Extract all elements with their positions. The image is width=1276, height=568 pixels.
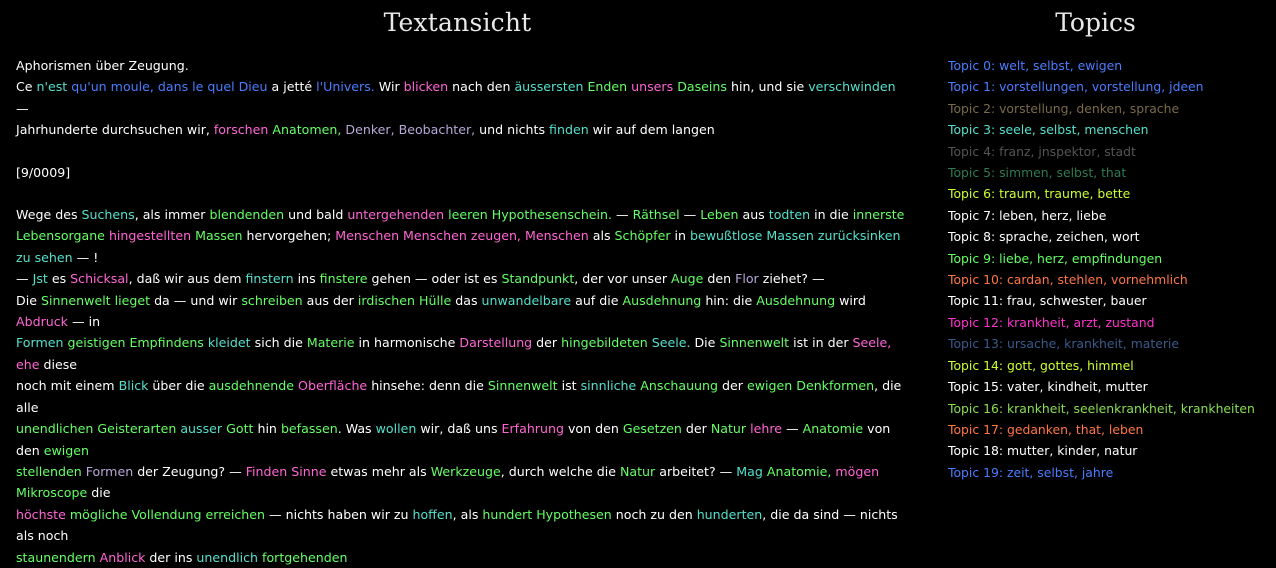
topic-item-15[interactable]: Topic 15: vater, kindheit, mutter xyxy=(948,379,1148,395)
text-content xyxy=(16,55,906,568)
topic-item-13[interactable]: Topic 13: ursache, krankheit, materie xyxy=(948,336,1179,352)
text-token[interactable]: — xyxy=(16,271,33,287)
text-token[interactable]: Oberfläche xyxy=(298,378,368,394)
text-token[interactable]: Räthsel xyxy=(632,207,680,223)
text-token[interactable]: — nichts haben wir zu xyxy=(265,506,413,522)
text-paragraph xyxy=(16,290,906,333)
text-panel-title: Textansicht xyxy=(383,8,532,37)
text-token[interactable]: untergehenden xyxy=(347,207,445,223)
text-token[interactable]: Flor xyxy=(735,271,759,287)
text-token[interactable]: der Zeugung? — xyxy=(133,463,246,479)
text-token[interactable]: Massen xyxy=(195,228,243,244)
text-token[interactable]: Anatomie, xyxy=(766,463,832,479)
text-token[interactable]: Enden xyxy=(587,79,628,95)
text-token[interactable]: forschen xyxy=(213,122,269,138)
text-token[interactable]: unendlich xyxy=(196,549,258,565)
text-token[interactable]: Daseins xyxy=(677,79,727,95)
text-token[interactable]: in xyxy=(670,228,691,244)
topic-item-1[interactable]: Topic 1: vorstellungen, vorstellung, jdeen xyxy=(948,79,1204,95)
topic-item-8[interactable]: Topic 8: sprache, zeichen, wort xyxy=(948,229,1140,245)
text-token[interactable]: aus xyxy=(738,207,769,223)
text-token[interactable]: hinsehe: denn die xyxy=(367,378,488,394)
text-token[interactable]: wir auf dem langen xyxy=(588,122,715,138)
topic-item-6[interactable]: Topic 6: traum, traume, bette xyxy=(948,186,1131,202)
text-token[interactable]: , als xyxy=(452,506,483,522)
text-token[interactable]: Erfahrung xyxy=(501,421,564,437)
text-token[interactable]: über die xyxy=(148,378,209,394)
text-token[interactable]: Finden Sinne xyxy=(245,463,327,479)
text-token[interactable]: hin xyxy=(253,421,281,437)
text-token[interactable]: Menschen xyxy=(524,228,589,244)
text-token[interactable]: ist in der xyxy=(789,335,853,351)
text-token[interactable]: hundert Hypothesen xyxy=(482,506,612,522)
text-token[interactable]: ewigen Denkformen xyxy=(746,378,875,394)
topic-item-9[interactable]: Topic 9: liebe, herz, empfindungen xyxy=(948,250,1163,266)
text-token[interactable]: . Was xyxy=(337,421,376,437)
text-token[interactable]: Jahrhunderte durchsuchen wir, xyxy=(16,122,214,138)
text-token[interactable]: Auge xyxy=(671,271,704,287)
topics-list xyxy=(915,55,1276,483)
text-token[interactable]: wir, daß uns xyxy=(416,421,502,437)
text-token[interactable]: Gott xyxy=(226,421,254,437)
text-token[interactable]: Ausdehnung xyxy=(756,292,836,308)
text-token[interactable]: Sinnenwelt xyxy=(487,378,558,394)
text-token[interactable]: Wir xyxy=(374,79,404,95)
topic-item-10[interactable]: Topic 10: cardan, stehlen, vornehmlich xyxy=(948,272,1188,288)
text-token[interactable]: auf die xyxy=(571,292,623,308)
text-paragraph xyxy=(16,162,906,183)
text-token[interactable]: wollen xyxy=(375,421,417,437)
text-paragraph xyxy=(16,418,906,461)
text-token[interactable]: ziehet? — xyxy=(758,271,825,287)
text-token[interactable]: Formen xyxy=(16,335,64,351)
text-token[interactable]: unsers xyxy=(631,79,674,95)
text-token[interactable]: von den xyxy=(563,421,623,437)
text-token[interactable]: höchste xyxy=(16,506,66,522)
text-token[interactable]: Seele. xyxy=(651,335,691,351)
text-token[interactable]: hunderten xyxy=(696,506,763,522)
text-token[interactable]: der xyxy=(718,378,747,394)
topic-item-19[interactable]: Topic 19: zeit, selbst, jahre xyxy=(948,464,1114,480)
text-token[interactable]: noch zu den xyxy=(611,506,697,522)
text-token[interactable]: Anatomen, xyxy=(272,122,342,138)
text-token[interactable]: Jst xyxy=(32,271,48,287)
topics-panel-title: Topics xyxy=(1055,8,1136,37)
text-token[interactable]: etwas mehr als xyxy=(326,463,431,479)
text-token[interactable]: wird xyxy=(835,292,870,308)
text-token[interactable]: sinnliche xyxy=(580,378,637,394)
text-token[interactable]: — xyxy=(782,421,803,437)
text-token[interactable]: mögen xyxy=(835,463,880,479)
text-token[interactable]: finstern xyxy=(245,271,294,287)
text-token[interactable]: — xyxy=(16,79,900,116)
text-token[interactable]: diese xyxy=(39,356,78,372)
text-paragraph xyxy=(16,225,906,268)
text-token[interactable]: ins xyxy=(293,271,320,287)
text-token[interactable]: es xyxy=(47,271,71,287)
text-token[interactable]: qu'un moule, dans le quel Dieu xyxy=(71,79,268,95)
text-paragraph xyxy=(16,55,906,76)
text-paragraph xyxy=(16,204,906,225)
text-token[interactable]: Lebensorgane xyxy=(16,228,105,244)
text-token[interactable] xyxy=(879,464,883,479)
topic-item-17[interactable]: Topic 17: gedanken, that, leben xyxy=(948,421,1144,437)
text-paragraph xyxy=(16,547,906,568)
text-token[interactable]: [9/0009] xyxy=(16,164,71,180)
text-token[interactable]: Blick xyxy=(118,378,149,394)
text-token[interactable]: bewußtlose Massen zurücksinken zu sehen xyxy=(16,228,905,265)
text-token[interactable]: Natur xyxy=(710,421,747,437)
text-token[interactable]: geistigen Empfindens xyxy=(67,335,204,351)
text-token[interactable]: gehen — oder ist es xyxy=(367,271,502,287)
text-token[interactable]: in harmonische xyxy=(354,335,460,351)
text-token[interactable]: Anblick xyxy=(99,549,146,565)
text-token[interactable]: die xyxy=(87,485,111,501)
text-token[interactable]: Werkzeuge xyxy=(430,463,501,479)
topic-item-4[interactable]: Topic 4: franz, jnspektor, stadt xyxy=(948,143,1136,159)
text-token[interactable]: a jetté xyxy=(267,79,317,95)
text-token[interactable]: verschwinden xyxy=(808,79,896,95)
text-token[interactable]: , die da sind — nichts als noch xyxy=(16,506,902,544)
text-token[interactable]: Schöpfer xyxy=(614,228,671,244)
text-token[interactable]: , daß wir aus dem xyxy=(128,271,246,287)
text-token[interactable]: Formen xyxy=(85,463,134,479)
text-token[interactable]: ausser xyxy=(180,421,223,437)
text-token[interactable]: da — und wir xyxy=(150,292,242,308)
text-token[interactable]: hervorgehen; xyxy=(242,228,336,244)
topic-item-14[interactable]: Topic 14: gott, gottes, himmel xyxy=(948,357,1134,373)
text-token[interactable]: Wege des xyxy=(16,207,82,223)
text-token[interactable]: Aphorismen über Zeugung. xyxy=(16,58,189,73)
text-token[interactable]: als xyxy=(588,228,615,244)
text-token[interactable]: unendlichen Geisterarten xyxy=(16,421,177,437)
topic-item-7[interactable]: Topic 7: leben, herz, liebe xyxy=(948,207,1107,223)
text-token[interactable]: der xyxy=(681,421,711,437)
text-token[interactable]: staunendern xyxy=(16,549,96,565)
topics-panel xyxy=(915,0,1276,488)
text-token[interactable]: hin: die xyxy=(701,292,757,308)
text-token[interactable]: Standpunkt xyxy=(501,271,575,287)
text-token[interactable]: todten xyxy=(768,207,811,223)
text-token[interactable]: Abdruck xyxy=(16,314,68,330)
text-token[interactable]: ist xyxy=(557,378,581,394)
text-token[interactable]: , der vor unser xyxy=(574,271,672,287)
text-token[interactable]: n'est xyxy=(36,79,68,95)
text-token[interactable]: , die alle xyxy=(16,378,906,415)
text-token[interactable]: — xyxy=(612,207,633,223)
text-paragraph xyxy=(16,504,906,547)
text-token[interactable]: leeren Hypothesenschein. xyxy=(448,207,613,223)
topic-item-18[interactable]: Topic 18: mutter, kinder, natur xyxy=(948,443,1138,459)
text-token[interactable]: Ce xyxy=(16,79,37,95)
text-token[interactable]: Mag xyxy=(736,463,763,479)
text-token[interactable]: — in xyxy=(67,314,101,330)
text-token[interactable]: Ausdehnung xyxy=(622,292,702,308)
text-token[interactable]: Menschen Menschen zeugen, xyxy=(335,228,521,244)
text-token[interactable]: nach den xyxy=(448,79,515,95)
text-token[interactable]: Natur xyxy=(619,463,656,479)
text-token[interactable]: irdischen Hülle xyxy=(357,292,452,308)
text-token[interactable]: Denker, Beobachter, xyxy=(345,122,476,138)
text-paragraph xyxy=(16,268,906,289)
text-token[interactable]: Anschauung xyxy=(640,378,719,394)
text-token[interactable]: der xyxy=(532,335,562,351)
text-token[interactable]: den xyxy=(703,271,736,287)
text-token[interactable]: Mikroscope xyxy=(16,485,88,501)
text-token[interactable]: Die xyxy=(690,335,720,351)
text-token[interactable]: arbeitet? — xyxy=(655,463,737,479)
text-token[interactable]: lehre xyxy=(750,421,783,437)
text-token[interactable]: hingestellten xyxy=(108,228,192,244)
text-token[interactable]: und nichts xyxy=(475,122,550,138)
text-token[interactable]: Darstellung xyxy=(459,335,533,351)
text-token[interactable]: Schicksal xyxy=(70,271,129,287)
text-token[interactable]: Gesetzen xyxy=(622,421,682,437)
text-token[interactable]: Anatomie xyxy=(802,421,864,437)
text-token[interactable]: Sinnenwelt xyxy=(719,335,790,351)
text-token[interactable]: schreiben xyxy=(241,292,303,308)
text-token[interactable]: innerste xyxy=(852,207,905,223)
text-token[interactable]: — xyxy=(679,207,701,223)
text-token[interactable]: befassen xyxy=(280,421,338,437)
text-token[interactable]: stellenden xyxy=(16,463,82,479)
text-token[interactable]: Suchens xyxy=(81,207,135,223)
text-token[interactable]: finden xyxy=(549,122,589,138)
text-token[interactable]: und bald xyxy=(284,207,348,223)
text-token[interactable]: ausdehnende xyxy=(208,378,295,394)
text-paragraph xyxy=(16,119,906,140)
topic-item-16[interactable]: Topic 16: krankheit, seelenkrankheit, krankheiten xyxy=(948,400,1255,416)
topic-item-0[interactable]: Topic 0: welt, selbst, ewigen xyxy=(948,58,1123,73)
text-token[interactable]: finstere xyxy=(319,271,368,287)
text-token[interactable]: in die xyxy=(810,207,853,223)
topic-item-2[interactable]: Topic 2: vorstellung, denken, sprache xyxy=(948,100,1180,116)
text-paragraph xyxy=(16,332,906,375)
text-token[interactable]: hin, und sie xyxy=(726,79,809,95)
text-token[interactable]: sich die xyxy=(250,335,307,351)
text-token[interactable]: , als immer xyxy=(134,207,210,223)
text-token[interactable]: fortgehenden xyxy=(262,549,348,565)
topic-item-12[interactable]: Topic 12: krankheit, arzt, zustand xyxy=(948,314,1155,330)
topic-item-11[interactable]: Topic 11: frau, schwester, bauer xyxy=(948,293,1147,309)
text-paragraph xyxy=(16,375,906,418)
text-token[interactable]: Seele, ehe xyxy=(16,335,896,372)
text-token[interactable]: Leben xyxy=(700,207,739,223)
text-token[interactable]: Materie xyxy=(306,335,355,351)
text-token[interactable]: äussersten xyxy=(514,79,584,95)
text-paragraph xyxy=(16,76,906,119)
text-token[interactable]: — ! xyxy=(72,249,99,265)
text-token[interactable]: hoffen xyxy=(412,506,453,522)
text-token[interactable]: Die xyxy=(16,292,41,308)
topic-item-3[interactable]: Topic 3: seele, selbst, menschen xyxy=(948,122,1149,138)
text-token[interactable]: blendenden xyxy=(209,207,285,223)
text-token[interactable]: unwandelbare xyxy=(481,292,572,308)
text-paragraph xyxy=(16,461,906,504)
text-token[interactable]: noch mit einem xyxy=(16,378,119,394)
text-token[interactable]: , durch welche die xyxy=(500,463,620,479)
text-token[interactable]: kleidet xyxy=(207,335,251,351)
text-token[interactable]: blicken xyxy=(403,79,449,95)
text-token[interactable]: ewigen xyxy=(43,442,90,458)
text-token[interactable]: l'Univers. xyxy=(316,79,375,95)
text-token[interactable]: der ins xyxy=(145,549,197,565)
text-token[interactable]: Sinnenwelt lieget xyxy=(40,292,151,308)
topic-item-5[interactable]: Topic 5: simmen, selbst, that xyxy=(948,165,1127,181)
text-token[interactable]: hingebildeten xyxy=(561,335,648,351)
text-token[interactable]: das xyxy=(451,292,482,308)
text-token[interactable]: aus der xyxy=(302,292,358,308)
text-token[interactable]: mögliche Vollendung erreichen xyxy=(69,506,265,522)
text-token[interactable]: von den xyxy=(16,421,895,458)
